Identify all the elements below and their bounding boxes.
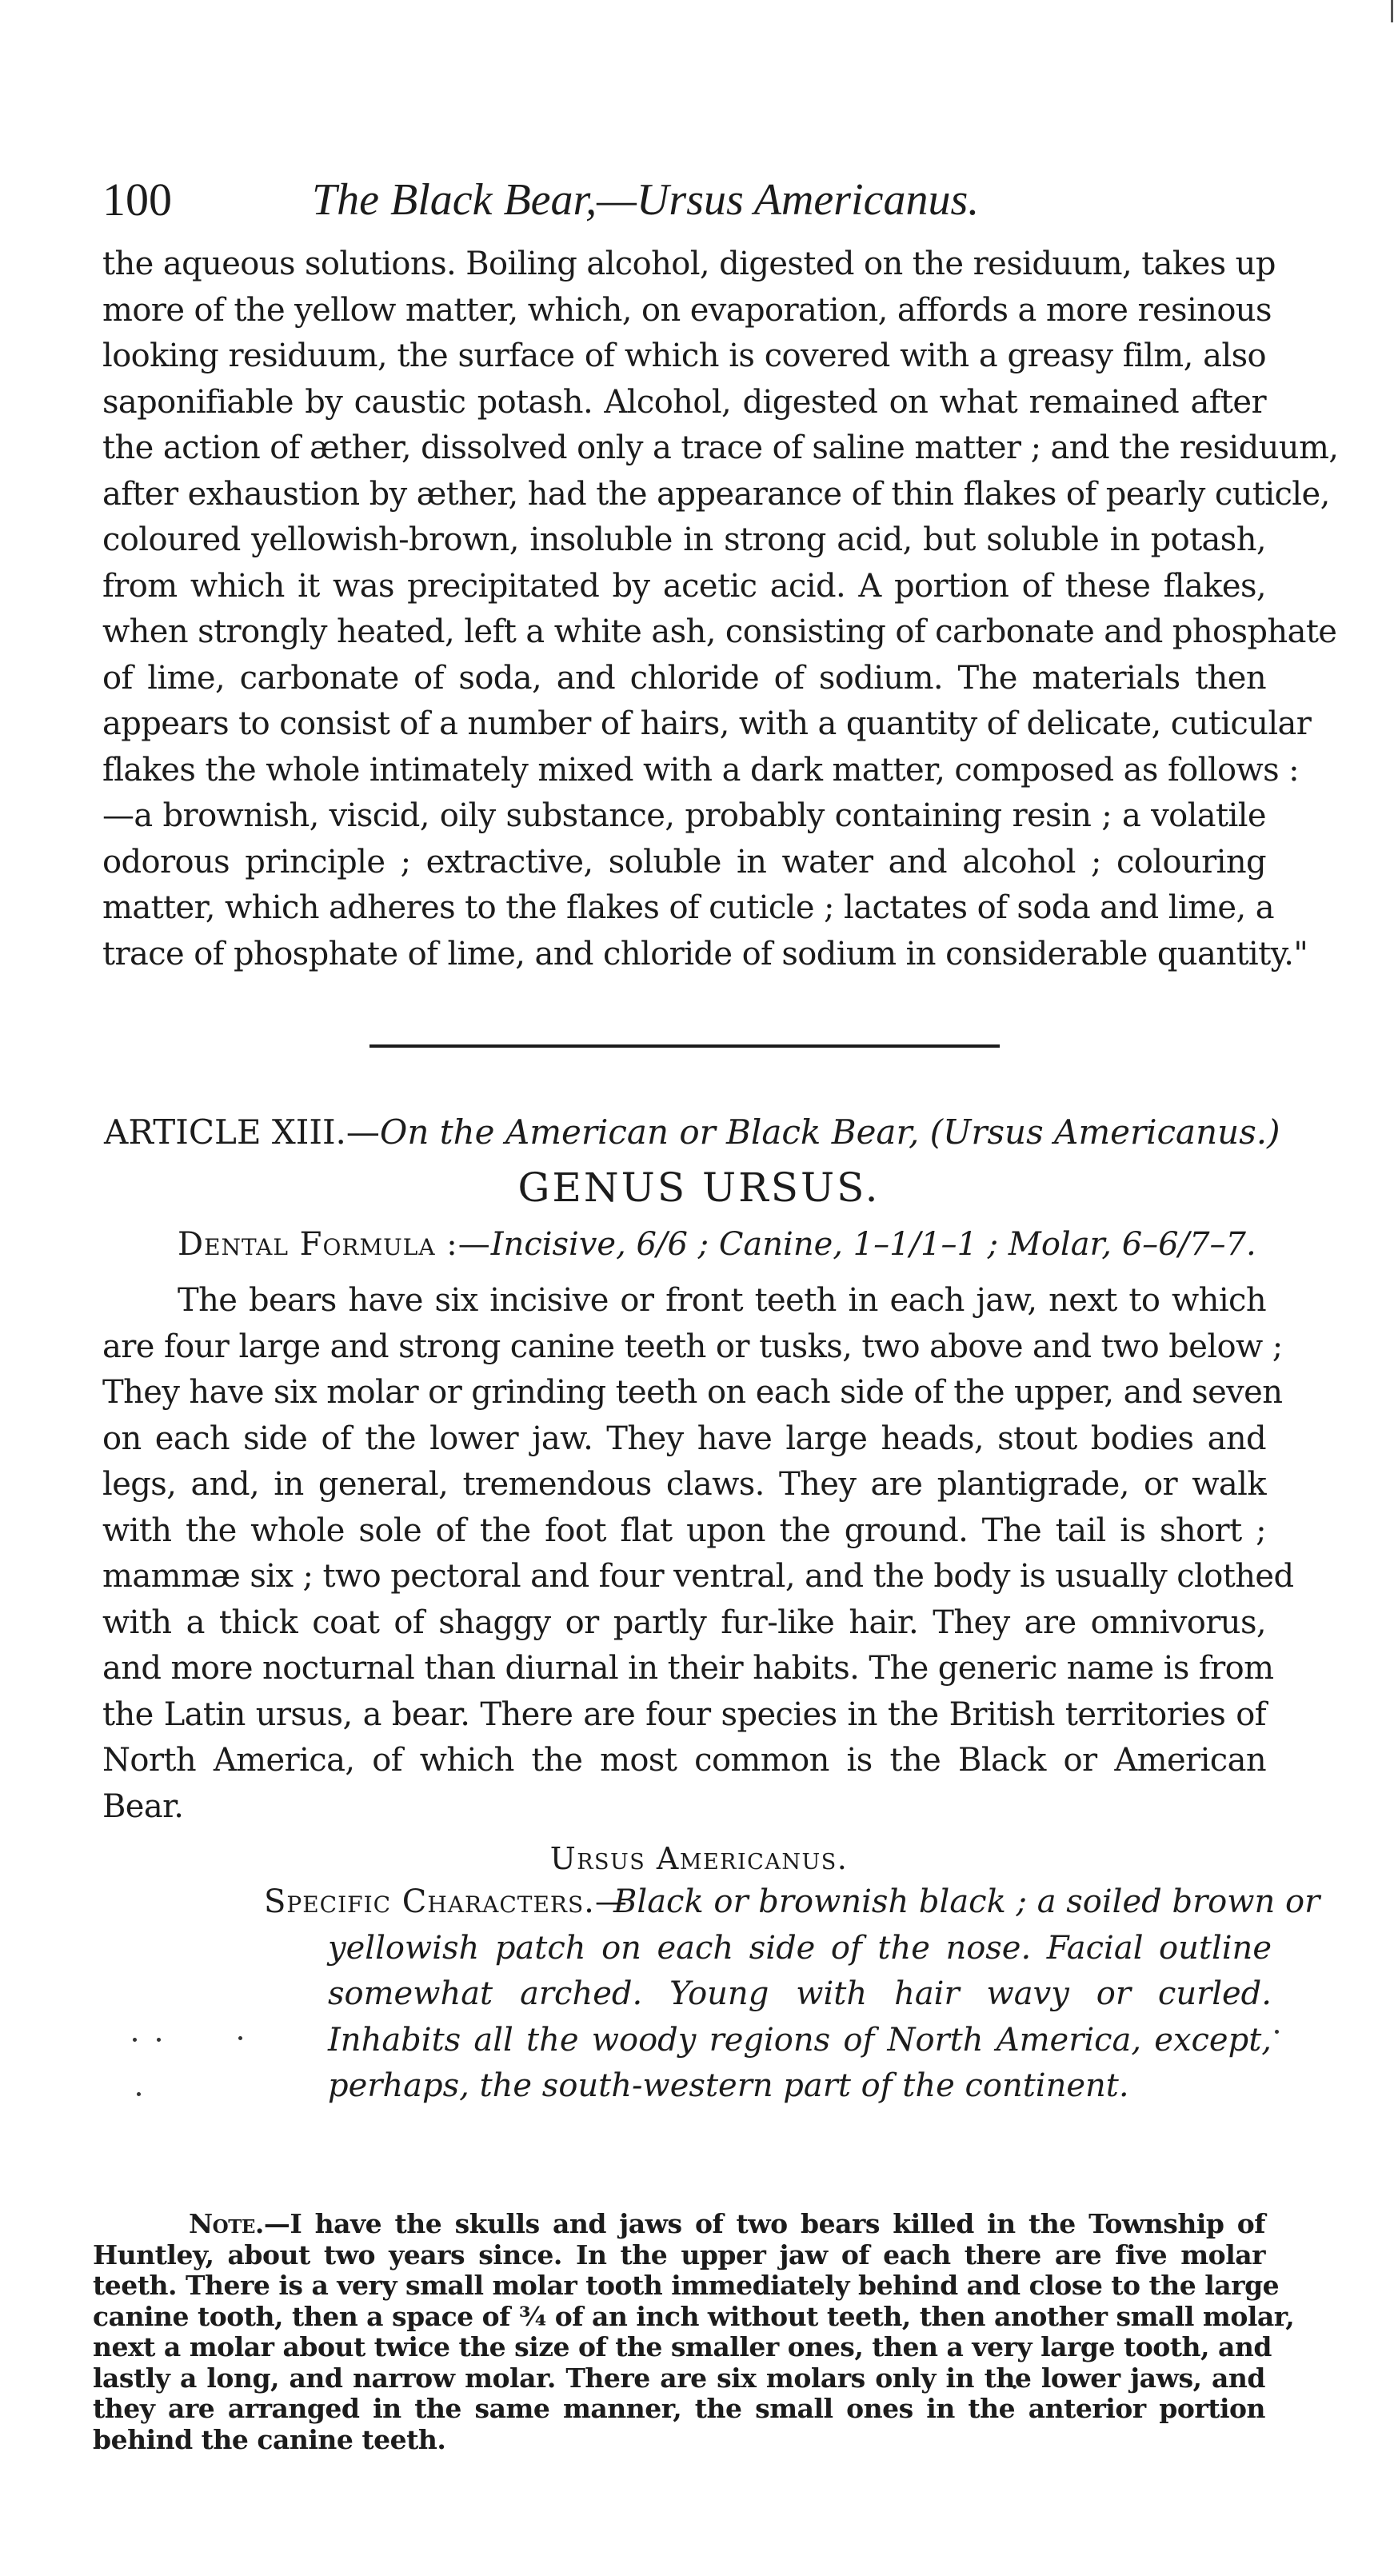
text-line: after exhaustion by æther, had the appearance of thin flakes of pearly cuticle, [102, 475, 1330, 513]
text-line: coloured yellowish-brown, insoluble in strong acid, but soluble in potash, [102, 521, 1266, 558]
text-line: They have six molar or grinding teeth on each side of the upper, and seven [102, 1374, 1283, 1411]
dental-molar: Molar, 6–6/7–7. [1008, 1226, 1256, 1263]
footnote-label: Note.— [189, 2208, 290, 2239]
dental-incisive: Incisive, 6/6 ; [490, 1226, 709, 1263]
dental-formula [178, 1222, 1256, 1267]
footnote-line: next a molar about twice the size of the smaller ones, then a very large tooth, and [93, 2331, 1272, 2362]
dental-canine: Canine, 1–1/1–1 ; [718, 1226, 999, 1263]
scan-edge-mark [1391, 0, 1393, 22]
page-number: 100 [102, 174, 172, 226]
text-line: more of the yellow matter, which, on evaporation, affords a more resinous [102, 291, 1272, 329]
text-line: Inhabits all the woody regions of North America, except, [328, 2021, 1272, 2059]
genus-title: GENUS URSUS. [517, 1164, 881, 1211]
print-speck [1275, 2030, 1279, 2034]
print-speck [157, 2038, 161, 2042]
footnote-line [189, 2209, 1265, 2240]
text-line: when strongly heated, left a white ash, consisting of carbonate and phosphate [102, 613, 1337, 650]
text-line: perhaps, the south-western part of the continent. [328, 2067, 1129, 2104]
footnote-text: I have the skulls and jaws of two bears killed in the Township of [290, 2208, 1265, 2239]
text-line: mammæ six ; two pectoral and four ventral, and the body is usually clothed [102, 1558, 1294, 1595]
text-line: are four large and strong canine teeth or tusks, two above and two below ; [102, 1328, 1283, 1365]
text-line: flakes the whole intimately mixed with a dark matter, composed as follows : [102, 751, 1300, 789]
text-line: odorous principle ; extractive, soluble in water and alcohol ; colouring [102, 843, 1266, 881]
text-line: North America, of which the most common is the Black or American [102, 1742, 1266, 1779]
text-line: from which it was precipitated by acetic acid. A portion of these flakes, [102, 567, 1266, 605]
continued-paragraph [102, 242, 1339, 977]
text-line: looking residuum, the surface of which is covered with a greasy film, also [102, 337, 1266, 374]
dental-formula-label: Dental Formula :— [178, 1226, 491, 1263]
footnote-line: teeth. There is a very small molar tooth immediately behind and close to the large [93, 2270, 1280, 2301]
text-line: the action of æther, dissolved only a trace of saline matter ; and the residuum, [102, 429, 1339, 466]
specific-characters-description [264, 1879, 1320, 2110]
running-title: The Black Bear,—Ursus Americanus. [312, 175, 980, 225]
text-line: The bears have six incisive or front teeth in each jaw, next to which [178, 1282, 1266, 1319]
footnote-line: lastly a long, and narrow molar. There are six molars only in the lower jaws, and [93, 2362, 1265, 2394]
footnote-line: they are arranged in the same manner, the small ones in the anterior portion [93, 2393, 1265, 2424]
footnote [93, 2208, 1295, 2455]
article-heading [104, 1110, 1280, 1155]
article-title: On the American or Black Bear, (Ursus Americanus.) [379, 1112, 1280, 1152]
print-speck [238, 2036, 242, 2040]
footnote-line: behind the canine teeth. [93, 2423, 446, 2455]
specific-characters-label: Specific Characters.— [264, 1883, 628, 1920]
text-line: legs, and, in general, tremendous claws. They are plantigrade, or walk [102, 1466, 1266, 1503]
bears-paragraph [102, 1278, 1294, 1830]
text-line: with the whole sole of the foot flat upon the ground. The tail is short ; [102, 1512, 1266, 1549]
text-line: on each side of the lower jaw. They have large heads, stout bodies and [102, 1420, 1266, 1457]
article-number: ARTICLE XIII.— [104, 1112, 380, 1152]
text-line: somewhat arched. Young with hair wavy or curled. [328, 1975, 1272, 2012]
text-line: —a brownish, viscid, oily substance, probably containing resin ; a volatile [102, 797, 1266, 834]
footnote-line: Huntley, about two years since. In the upper jaw of each there are five molar [93, 2239, 1265, 2270]
print-speck [137, 2092, 141, 2096]
text-line: Black or brownish black ; a soiled brown or [613, 1883, 1320, 1920]
text-line: the Latin ursus, a bear. There are four species in the British territories of [102, 1695, 1266, 1733]
text-line: with a thick coat of shaggy or partly fur-like hair. They are omnivorus, [102, 1604, 1266, 1641]
footnote-line: canine tooth, then a space of ¾ of an inch without teeth, then another small molar, [93, 2300, 1295, 2332]
text-line: trace of phosphate of lime, and chloride of sodium in considerable quantity." [102, 935, 1308, 972]
print-speck [133, 2038, 137, 2042]
text-line: matter, which adheres to the flakes of cuticle ; lactates of soda and lime, a [102, 889, 1274, 926]
running-header [102, 168, 1062, 232]
section-separator-rule [369, 1044, 1000, 1048]
text-line: Bear. [102, 1787, 184, 1825]
text-line: saponifiable by caustic potash. Alcohol, digested on what remained after [102, 383, 1266, 421]
text-line: the aqueous solutions. Boiling alcohol, digested on the residuum, takes up [102, 246, 1276, 282]
text-line: yellowish patch on each side of the nose. Facial outline [328, 1929, 1272, 1967]
text-line: appears to consist of a number of hairs, with a quantity of delicate, cuticular [102, 705, 1312, 742]
species-heading: Ursus Americanus. [549, 1841, 849, 1876]
text-line: of lime, carbonate of soda, and chloride of sodium. The materials then [102, 659, 1266, 697]
text-line: and more nocturnal than diurnal in their habits. The generic name is from [102, 1650, 1274, 1687]
